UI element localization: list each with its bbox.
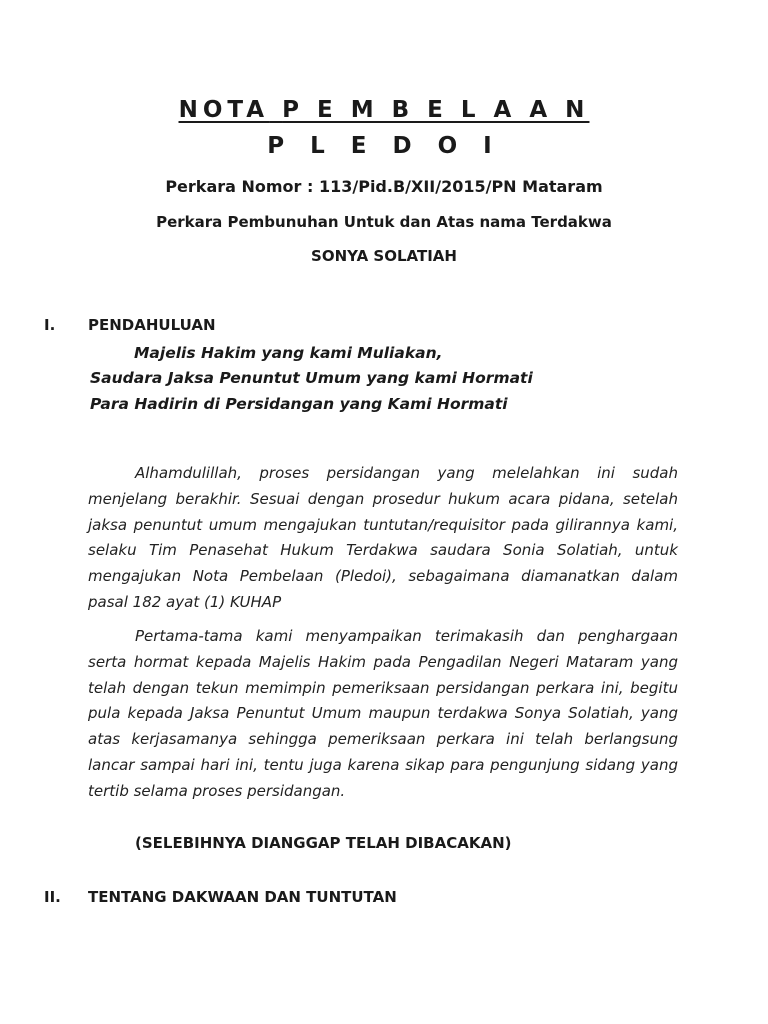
case-description: Perkara Pembunuhan Untuk dan Atas nama Terdakwa bbox=[156, 213, 612, 231]
section-heading-pendahuluan bbox=[44, 316, 216, 334]
greeting-jaksa: Saudara Jaksa Penuntut Umum yang kami Hormati bbox=[90, 369, 533, 387]
document-title-text bbox=[179, 97, 590, 123]
body-paragraph: Alhamdulillah, proses persidangan yang melelahkan ini sudah menjelang berakhir. Sesuai dengan prosedur hukum acara pidana, setelah jaksa penuntut umum mengajukan tuntutan/requisitor pada gilirannya kami, selaku Tim Penasehat Hukum Terdakwa saudara Sonia Solatiah, untuk mengajukan Nota Pembelaan (Pledoi), sebagaimana diamanatkan dalam pasal 182 ayat (1) KUHAP bbox=[88, 464, 678, 611]
section-number: I. bbox=[44, 316, 56, 334]
document-subtitle: P L E D O I bbox=[267, 133, 501, 159]
greeting-majelis-hakim: Majelis Hakim yang kami Muliakan, bbox=[134, 344, 443, 362]
section-heading-dakwaan bbox=[44, 888, 397, 906]
document-title bbox=[0, 97, 768, 123]
body-paragraph: Pertama-tama kami menyampaikan terimakasih dan penghargaan serta hormat kepada Majelis Hakim pada Pengadilan Negeri Mataram yang telah dengan tekun memimpin pemeriksaan persidangan perkara ini, begitu pula kepada Jaksa Penuntut Umum maupun terdakwa Sonya Solatiah, yang atas kerjasamanya sehingga pemeriksaan perkara ini telah berlangsung lancar sampai hari ini, tentu juga karena sikap para pengunjung sidang yang tertib selama proses persidangan. bbox=[88, 627, 678, 800]
title-part-pembelaan: P E M B E L A A N bbox=[282, 97, 590, 123]
section-title: TENTANG DAKWAAN DAN TUNTUTAN bbox=[88, 888, 397, 906]
title-part-nota: NOTA bbox=[178, 97, 270, 123]
greeting-hadirin: Para Hadirin di Persidangan yang Kami Hormati bbox=[90, 395, 508, 413]
section-title: PENDAHULUAN bbox=[88, 316, 216, 334]
section-number: II. bbox=[44, 888, 61, 906]
defendant-name: SONYA SOLATIAH bbox=[311, 247, 457, 265]
case-number: Perkara Nomor : 113/Pid.B/XII/2015/PN Mataram bbox=[165, 177, 603, 196]
closing-note: (SELEBIHNYA DIANGGAP TELAH DIBACAKAN) bbox=[135, 834, 512, 852]
